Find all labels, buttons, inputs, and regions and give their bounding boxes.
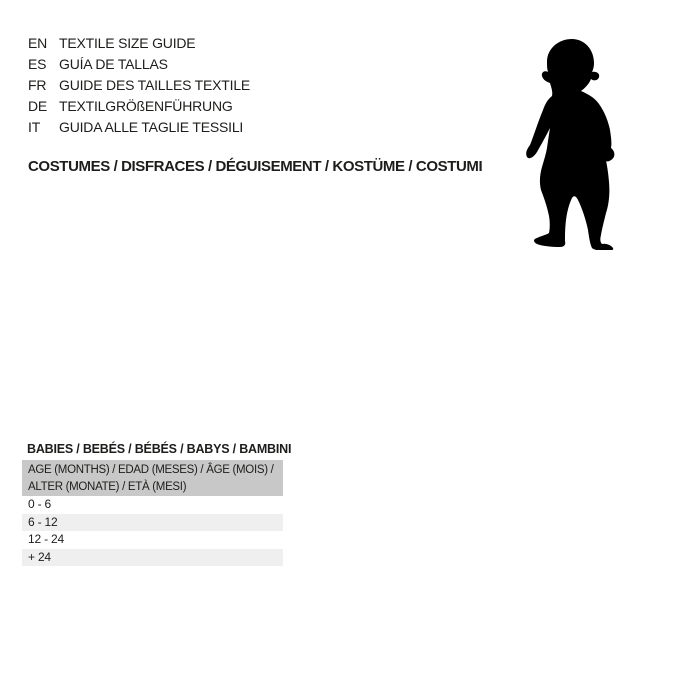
- language-code: IT: [28, 119, 41, 135]
- language-title: TEXTILE SIZE GUIDE: [59, 35, 196, 51]
- language-row: [28, 33, 250, 54]
- language-title: TEXTILGRÖßENFÜHRUNG: [59, 98, 233, 114]
- language-row: [28, 75, 250, 96]
- language-list: [28, 33, 250, 138]
- language-title: GUIDA ALLE TAGLIE TESSILI: [59, 119, 244, 135]
- size-table: [22, 460, 283, 566]
- table-header: [22, 460, 283, 496]
- language-code: DE: [28, 98, 48, 114]
- table-section-title: BABIES / BEBÉS / BÉBÉS / BABYS / BAMBINI: [27, 442, 292, 456]
- language-code: FR: [28, 77, 47, 93]
- language-row: [28, 96, 250, 117]
- table-row-age: 12 - 24: [22, 531, 283, 549]
- table-row-age: 6 - 12: [22, 514, 283, 532]
- language-title: GUIDE DES TAILLES TEXTILE: [59, 77, 251, 93]
- language-row: [28, 117, 250, 138]
- baby-silhouette-icon: [523, 38, 618, 250]
- language-code: ES: [28, 56, 47, 72]
- table-row-age: 0 - 6: [22, 496, 283, 514]
- language-title: GUÍA DE TALLAS: [59, 56, 168, 72]
- table-header-line1: AGE (MONTHS) / EDAD (MESES) / ÂGE (MOIS) /: [28, 464, 274, 476]
- table-header-line2: ALTER (MONATE) / ETÀ (MESI): [28, 481, 187, 493]
- category-title: COSTUMES / DISFRACES / DÉGUISEMENT / KOSTÜME / COSTUMI: [28, 158, 483, 175]
- language-code: EN: [28, 35, 48, 51]
- table-row-age: + 24: [22, 549, 283, 567]
- language-row: [28, 54, 250, 75]
